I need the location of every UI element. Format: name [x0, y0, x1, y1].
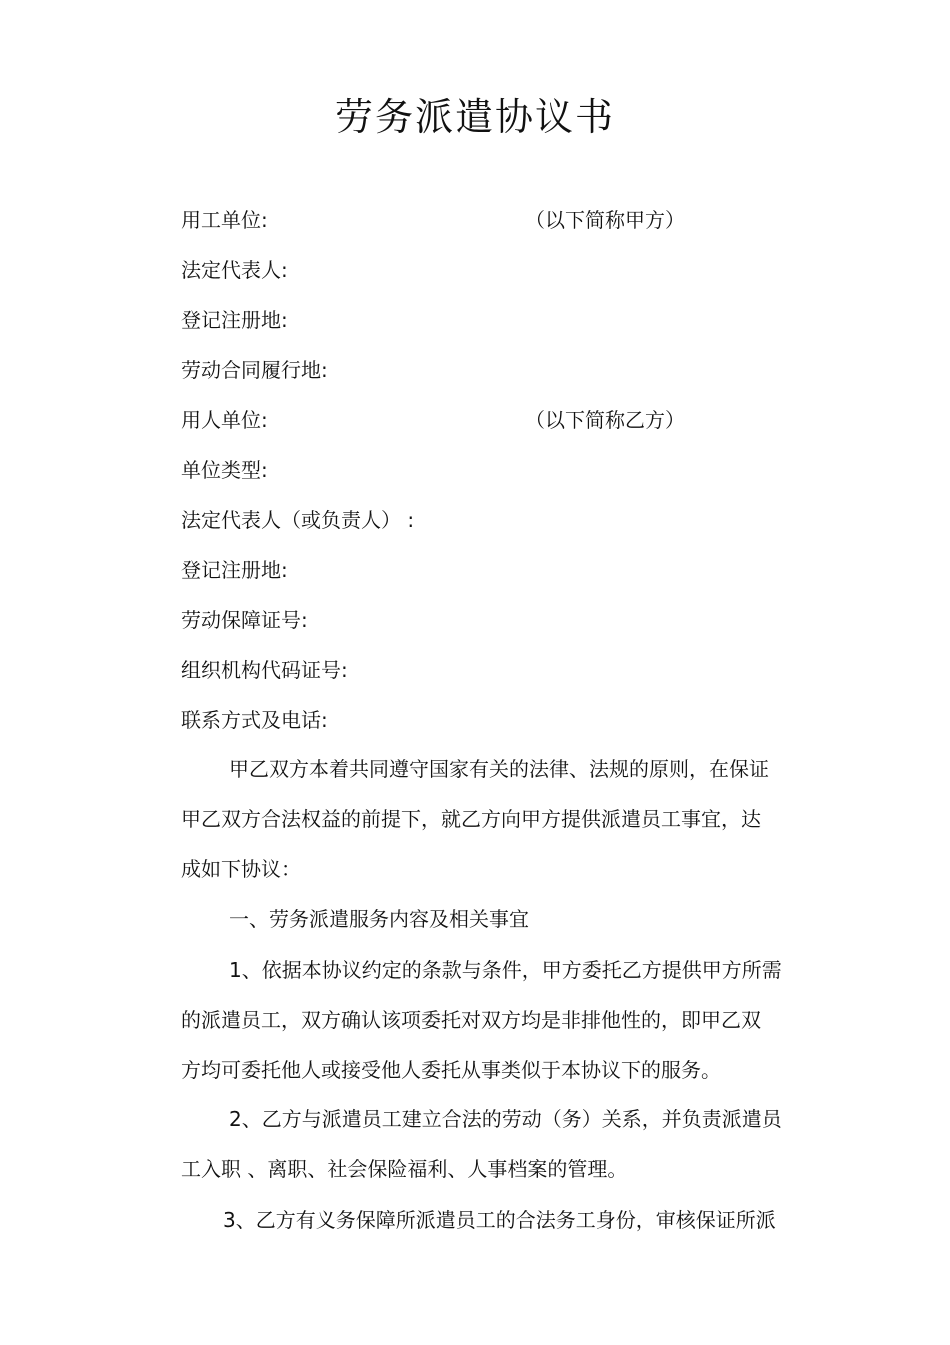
intro-line: 成如下协议：	[181, 857, 301, 881]
employer-label: 用工单位:	[181, 208, 268, 232]
clause-3-line: 3、乙方有义务保障所派遣员工的合法务工身份，审核保证所派	[223, 1208, 776, 1232]
labor-security-no-label: 劳动保障证号:	[181, 608, 308, 632]
document-title: 劳务派遣协议书	[334, 95, 615, 139]
clause-1-line: 方均可委托他人或接受他人委托从事类似于本协议下的服务。	[181, 1058, 721, 1082]
clause-1-line: 的派遣员工，双方确认该项委托对双方均是非排他性的，即甲乙双	[181, 1008, 761, 1032]
org-code-label: 组织机构代码证号:	[181, 658, 348, 682]
clause-2-line: 工入职 、离职、社会保险福利、人事档案的管理。	[181, 1157, 628, 1181]
section-1-heading: 一、劳务派遣服务内容及相关事宜	[229, 907, 529, 931]
clause-1-line: 1、依据本协议约定的条款与条件，甲方委托乙方提供甲方所需	[229, 958, 782, 982]
dispatcher-label: 用人单位:	[181, 408, 268, 432]
unit-type-label: 单位类型:	[181, 458, 268, 482]
party-b-legal-rep-label: 法定代表人（或负责人） :	[181, 508, 415, 532]
contact-label: 联系方式及电话:	[181, 708, 328, 732]
contract-place-label: 劳动合同履行地:	[181, 358, 328, 382]
party-a-registered-address-label: 登记注册地:	[181, 308, 288, 332]
intro-line: 甲乙双方合法权益的前提下，就乙方向甲方提供派遣员工事宜，达	[181, 807, 761, 831]
party-b-registered-address-label: 登记注册地:	[181, 558, 288, 582]
intro-line: 甲乙双方本着共同遵守国家有关的法律、法规的原则，在保证	[229, 757, 769, 781]
dispatcher-note: （以下简称乙方）	[525, 408, 685, 432]
clause-2-line: 2、乙方与派遣员工建立合法的劳动（务）关系，并负责派遣员	[229, 1107, 782, 1131]
employer-note: （以下简称甲方）	[525, 208, 685, 232]
party-a-legal-rep-label: 法定代表人:	[181, 258, 288, 282]
